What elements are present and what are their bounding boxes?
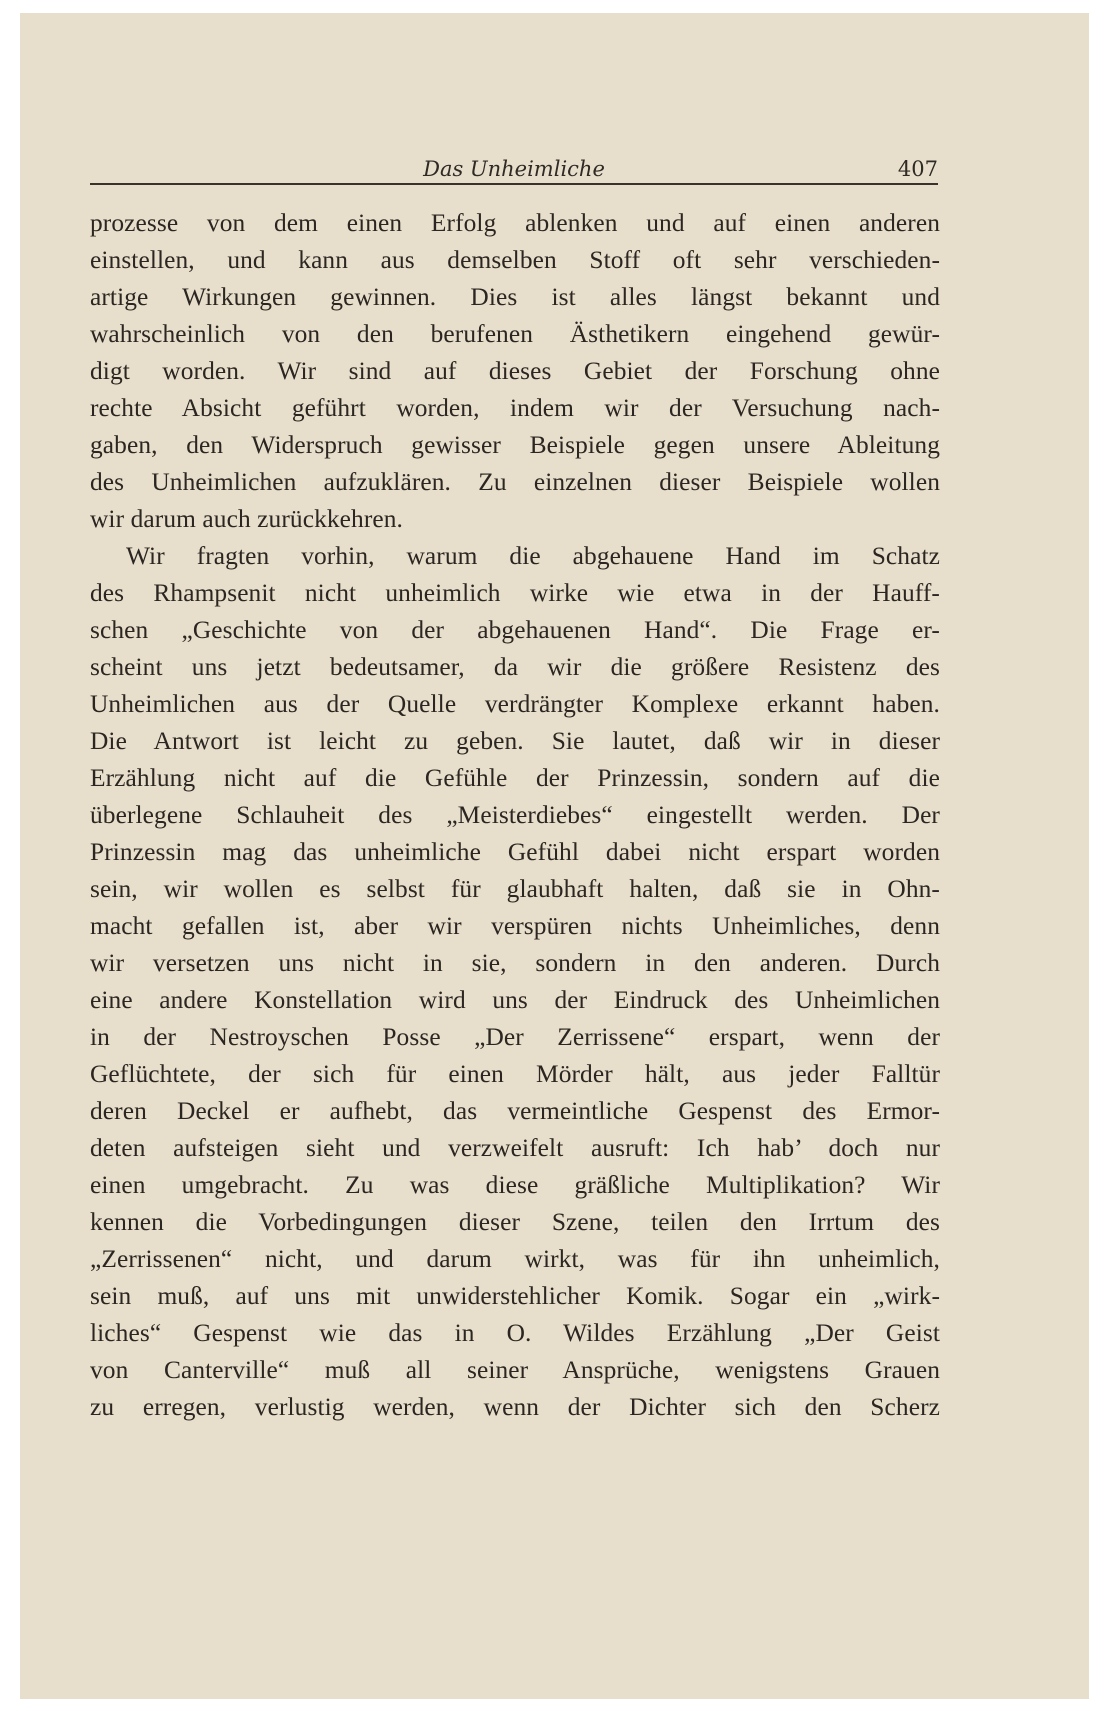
text-line: prozesse von dem einen Erfolg ablenken und auf einen anderen	[90, 209, 940, 237]
text-line: sein muß, auf uns mit unwiderstehlicher Komik. Sogar ein „wirk-	[90, 1282, 940, 1310]
text-line: scheint uns jetzt bedeutsamer, da wir die größere Resistenz des	[90, 653, 940, 681]
text-line: Prinzessin mag das unheimliche Gefühl dabei nicht erspart worden	[90, 838, 940, 866]
text-line: eine andere Konstellation wird uns der Eindruck des Unheimlichen	[90, 986, 940, 1014]
text-line: digt worden. Wir sind auf dieses Gebiet der Forschung ohne	[90, 357, 940, 385]
book-page	[20, 13, 1089, 1699]
body-text	[90, 205, 940, 1426]
text-line: deren Deckel er aufhebt, das vermeintliche Gespenst des Ermor-	[90, 1097, 940, 1125]
text-line: überlegene Schlauheit des „Meisterdiebes“ eingestellt werden. Der	[90, 801, 940, 829]
text-line: liches“ Gespenst wie das in O. Wildes Erzählung „Der Geist	[90, 1319, 940, 1347]
text-line: Unheimlichen aus der Quelle verdrängter Komplexe erkannt haben.	[90, 690, 940, 718]
text-line: zu erregen, verlustig werden, wenn der Dichter sich den Scherz	[90, 1393, 940, 1421]
paragraph-start-line: Wir fragten vorhin, warum die abgehauene Hand im Schatz	[126, 542, 940, 570]
text-line: einen umgebracht. Zu was diese gräßliche Multiplikation? Wir	[90, 1171, 940, 1199]
paragraph-end-line: wir darum auch zurückkehren.	[90, 505, 403, 533]
text-line: des Rhampsenit nicht unheimlich wirke wie etwa in der Hauff-	[90, 579, 940, 607]
text-line: Geflüchtete, der sich für einen Mörder hält, aus jeder Falltür	[90, 1060, 940, 1088]
text-line: Die Antwort ist leicht zu geben. Sie lautet, daß wir in dieser	[90, 727, 940, 755]
text-line: sein, wir wollen es selbst für glaubhaft halten, daß sie in Ohn-	[90, 875, 940, 903]
text-line: in der Nestroyschen Posse „Der Zerrissene“ erspart, wenn der	[90, 1023, 940, 1051]
text-line: wir versetzen uns nicht in sie, sondern in den anderen. Durch	[90, 949, 940, 977]
text-line: schen „Geschichte von der abgehauenen Hand“. Die Frage er-	[90, 616, 940, 644]
text-line: rechte Absicht geführt worden, indem wir der Versuchung nach-	[90, 394, 940, 422]
text-line: macht gefallen ist, aber wir verspüren nichts Unheimliches, denn	[90, 912, 940, 940]
running-title: Das Unheimliche	[423, 157, 605, 181]
text-line: wahrscheinlich von den berufenen Ästhetikern eingehend gewür-	[90, 320, 940, 348]
text-line: kennen die Vorbedingungen dieser Szene, teilen den Irrtum des	[90, 1208, 940, 1236]
running-header	[90, 143, 938, 185]
text-line: „Zerrissenen“ nicht, und darum wirkt, was für ihn unheimlich,	[90, 1245, 940, 1273]
text-line: gaben, den Widerspruch gewisser Beispiele gegen unsere Ableitung	[90, 431, 940, 459]
text-line: von Canterville“ muß all seiner Ansprüche, wenigstens Grauen	[90, 1356, 940, 1384]
text-line: Erzählung nicht auf die Gefühle der Prinzessin, sondern auf die	[90, 764, 940, 792]
text-line: deten aufsteigen sieht und verzweifelt ausruft: Ich hab’ doch nur	[90, 1134, 940, 1162]
page-number: 407	[897, 157, 938, 181]
text-line: einstellen, und kann aus demselben Stoff oft sehr verschieden-	[90, 246, 940, 274]
text-line: des Unheimlichen aufzuklären. Zu einzelnen dieser Beispiele wollen	[90, 468, 940, 496]
text-line: artige Wirkungen gewinnen. Dies ist alles längst bekannt und	[90, 283, 940, 311]
